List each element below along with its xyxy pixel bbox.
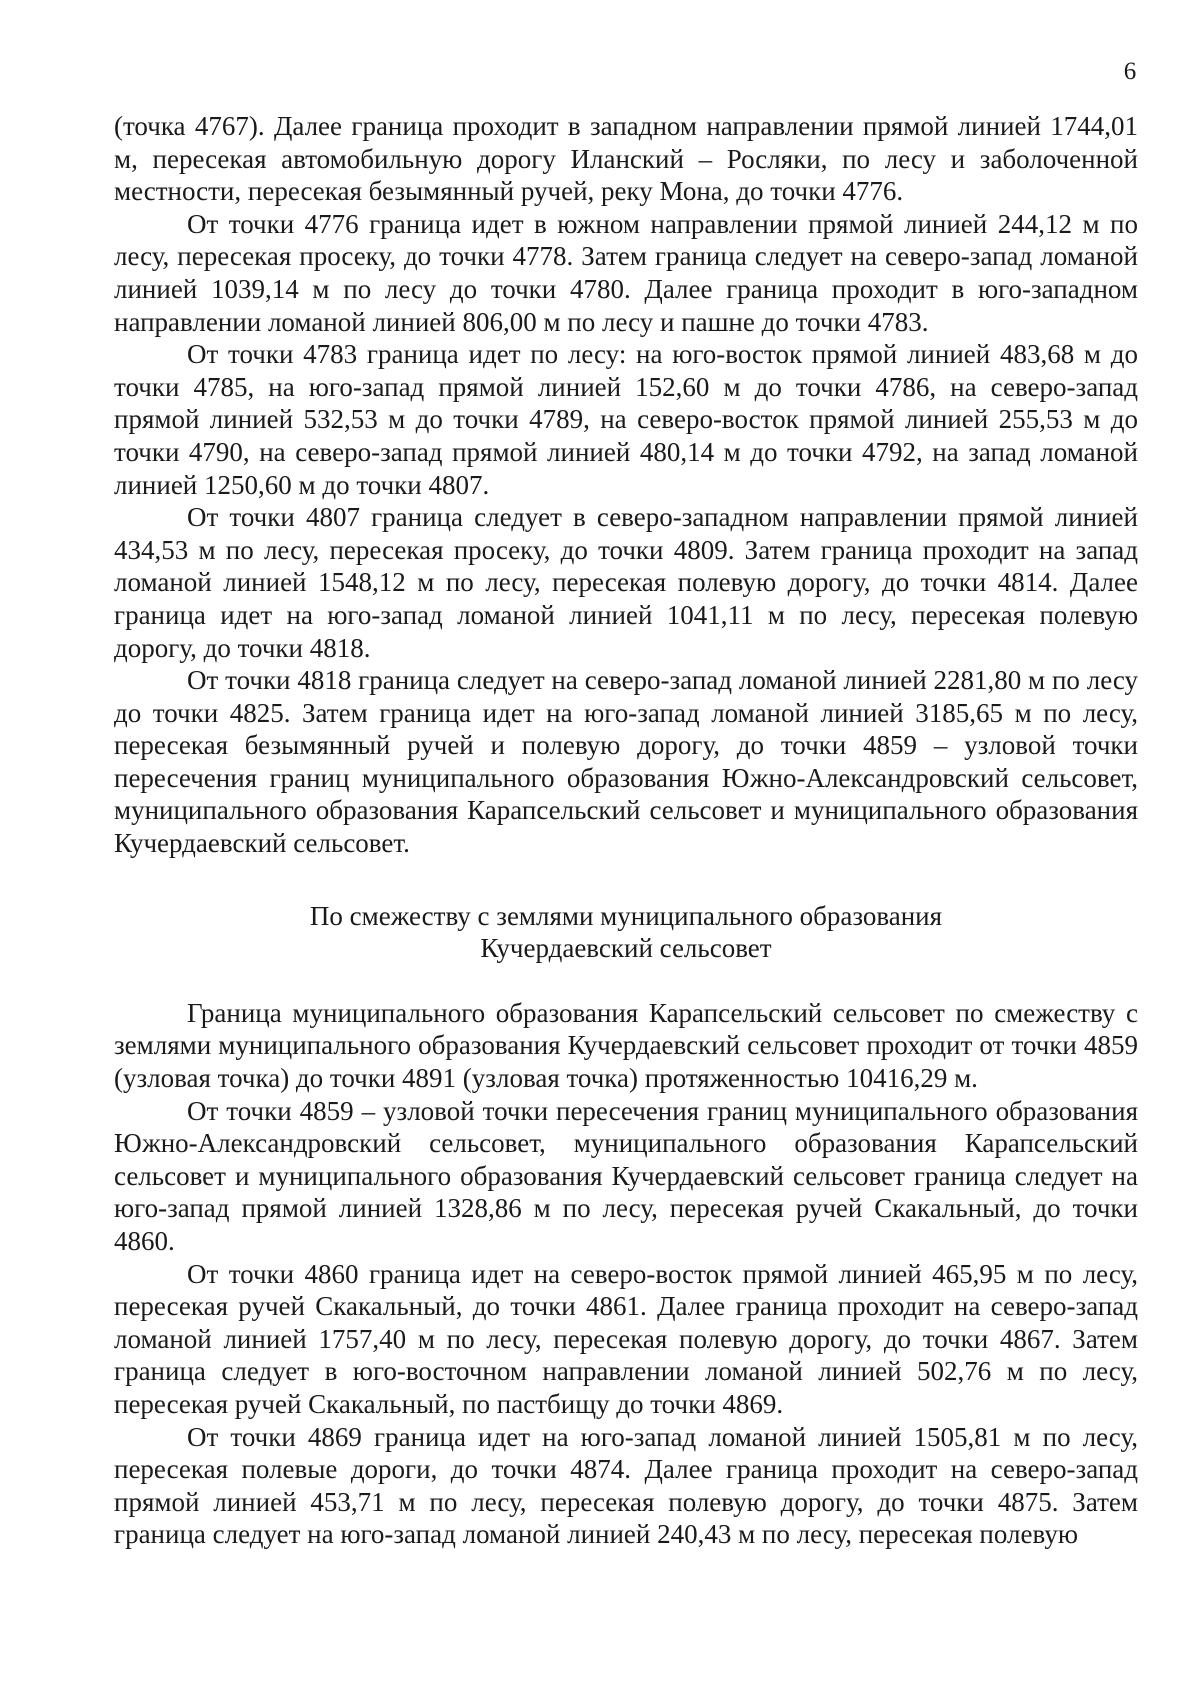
paragraph: Граница муниципального образования Карапсельский сельсовет по смежеству с землями муниципального образования Кучердаевский сельсовет проходит от точки 4859 (узловая точка) до точки 4891 (узловая точка) протяженностью 10416,29 м. xyxy=(114,997,1138,1094)
paragraph: От точки 4776 граница идет в южном направлении прямой линией 244,12 м по лесу, пересекая просеку, до точки 4778. Затем граница следует на северо-запад ломаной линией 1039,14 м по лесу до точки 4780. Далее граница проходит в юго-западном направлении ломаной линией 806,00 м по лесу и пашне до точки 4783. xyxy=(114,208,1138,337)
paragraph: От точки 4859 – узловой точки пересечения границ муниципального образования Южно-Александровский сельсовет, муниципального образования Карапсельский сельсовет и муниципального образования Кучердаевский сельсовет граница следует на юго-запад прямой линией 1328,86 м по лесу, пересекая ручей Скакальный, до точки 4860. xyxy=(114,1095,1138,1256)
section-heading-line: Кучердаевский сельсовет xyxy=(480,933,772,964)
paragraph: (точка 4767). Далее граница проходит в западном направлении прямой линией 1744,01 м, пересекая автомобильную дорогу Иланский – Росляки, по лесу и заболоченной местности, пересекая безымянный ручей, реку Мона, до точки 4776. xyxy=(114,111,1138,207)
section-heading-line: По смежеству с землями муниципального образования xyxy=(309,900,943,931)
section-heading xyxy=(114,900,1138,965)
paragraph: От точки 4818 граница следует на северо-запад ломаной линией 2281,80 м по лесу до точки 4825. Затем граница идет на юго-запад ломаной линией 3185,65 м по лесу, пересекая безымянный ручей и полевую дорогу, до точки 4859 – узловой точки пересечения границ муниципального образования Южно-Александровский сельсовет, муниципального образования Карапсельский сельсовет и муниципального образования Кучердаевский сельсовет. xyxy=(114,665,1138,859)
paragraph: От точки 4860 граница идет на северо-восток прямой линией 465,95 м по лесу, пересекая ручей Скакальный, до точки 4861. Далее граница проходит на северо-запад ломаной линией 1757,40 м по лесу, пересекая полевую дорогу, до точки 4867. Затем граница следует в юго-восточном направлении ломаной линией 502,76 м по лесу, пересекая ручей Скакальный, по пастбищу до точки 4869. xyxy=(114,1258,1138,1419)
document-body xyxy=(114,110,1138,1551)
page-number: 6 xyxy=(1123,58,1137,85)
paragraph: От точки 4869 граница идет на юго-запад ломаной линией 1505,81 м по лесу, пересекая полевые дороги, до точки 4874. Далее граница проходит на северо-запад прямой линией 453,71 м по лесу, пересекая полевую дорогу, до точки 4875. Затем граница следует на юго-запад ломаной линией 240,43 м по лесу, пересекая полевую xyxy=(114,1421,1138,1550)
spacer xyxy=(114,965,1138,997)
paragraph: От точки 4783 граница идет по лесу: на юго-восток прямой линией 483,68 м до точки 4785, на юго-запад прямой линией 152,60 м до точки 4786, на северо-запад прямой линией 532,53 м до точки 4789, на северо-восток прямой линией 255,53 м до точки 4790, на северо-запад прямой линией 480,14 м до точки 4792, на запад ломаной линией 1250,60 м до точки 4807. xyxy=(114,339,1138,500)
paragraph: От точки 4807 граница следует в северо-западном направлении прямой линией 434,53 м по лесу, пересекая просеку, до точки 4809. Затем граница проходит на запад ломаной линией 1548,12 м по лесу, пересекая полевую дорогу, до точки 4814. Далее граница идет на юго-запад ломаной линией 1041,11 м по лесу, пересекая полевую дорогу, до точки 4818. xyxy=(114,502,1138,663)
